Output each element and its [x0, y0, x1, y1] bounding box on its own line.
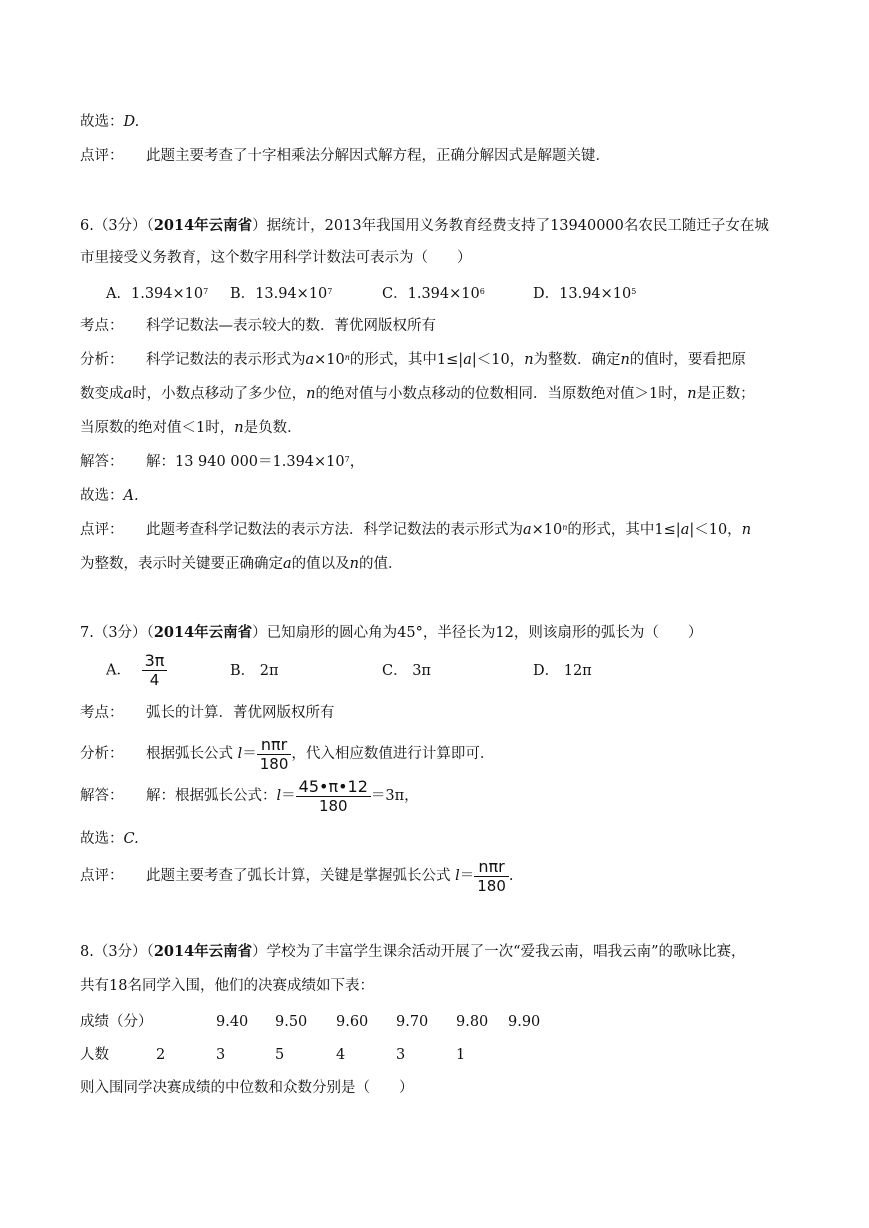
var-n: n — [687, 386, 697, 402]
q6-option-b — [230, 284, 332, 304]
option-exponent: 6 — [479, 287, 485, 296]
jieda-exponent: 7 — [344, 455, 350, 464]
review-label: 点评： — [80, 522, 124, 538]
answer-label: 故选： — [80, 488, 124, 504]
times-ten: ×10 — [531, 522, 563, 538]
q6-review-line1 — [80, 520, 751, 540]
exponent-n: n — [344, 353, 350, 362]
q6-option-a — [106, 284, 208, 304]
fenxi-label: 分析： — [80, 352, 124, 368]
score-cell: 9.50 — [275, 1014, 308, 1030]
review-text: 的值以及 — [291, 556, 350, 572]
review-text: 此题考查科学记数法的表示方法．科学记数法的表示形式为 — [146, 522, 523, 538]
option-letter: B． — [230, 286, 256, 302]
count-cell: 2 — [156, 1047, 166, 1063]
review-text: 的形式，其中1≤| — [567, 522, 681, 538]
var-n: n — [234, 420, 244, 436]
table-row-label: 人数 — [80, 1047, 109, 1063]
option-value: B． 2π — [230, 663, 279, 679]
fenxi-text: 当原数的绝对值＜1时， — [80, 420, 235, 436]
arc-length-formula — [257, 736, 292, 773]
var-a: a — [123, 386, 133, 402]
fenxi-text: 根据弧长公式 — [146, 746, 233, 762]
jieda-text: 解：13 940 000＝1.394×10 — [146, 454, 345, 470]
q6-option-c — [382, 284, 485, 304]
option-letter: A． — [106, 662, 131, 679]
jieda-label: 解答： — [80, 788, 124, 804]
times-ten: ×10 — [314, 352, 345, 368]
count-cell: 3 — [396, 1047, 406, 1063]
fraction-denominator: 180 — [477, 876, 506, 895]
q5-answer-line — [80, 112, 139, 132]
q7-option-c — [382, 661, 431, 681]
fenxi-text: 是负数． — [243, 420, 302, 436]
var-n: n — [349, 556, 359, 572]
fenxi-label: 分析： — [80, 746, 124, 762]
q7-fenxi-line: 分析： 根据弧长公式 l＝ $\frac{\text{nπr}}{180}$ ，代入相应数值进行计算即可． — [80, 734, 495, 773]
fenxi-text: 的形式，其中1≤| — [349, 352, 464, 368]
question-source: 2014年云南省 — [153, 624, 253, 641]
option-a-fraction — [142, 652, 168, 689]
q7-stem-line — [80, 623, 702, 643]
answer-value: C. — [123, 831, 139, 847]
q8-stem-line1 — [80, 942, 746, 962]
kaodian-text: 科学记数法—表示较大的数．菁优网版权所有 — [146, 318, 436, 334]
fraction-numerator: nπr — [474, 858, 509, 877]
q6-option-d — [533, 284, 636, 304]
var-a: a — [523, 522, 532, 538]
kaodian-label: 考点： — [80, 318, 124, 334]
fraction-denominator: 180 — [318, 796, 348, 815]
option-value: C． 3π — [382, 663, 431, 679]
question-number: 6.（3分）（ — [80, 218, 154, 234]
q6-answer-line — [80, 486, 139, 506]
var-l: l — [237, 746, 243, 762]
q7-answer-line — [80, 829, 139, 849]
question-text: 共有18名同学入围，他们的决赛成绩如下表： — [80, 978, 374, 994]
var-n: n — [306, 386, 316, 402]
score-cell: 9.90 — [508, 1014, 541, 1030]
fraction-numerator: nπr — [257, 736, 292, 755]
review-text: 此题主要考查了十字相乘法分解因式解方程，正确分解因式是解题关键． — [146, 148, 610, 164]
q6-fenxi-line1 — [80, 350, 746, 370]
jieda-text: ＝3π， — [370, 788, 419, 804]
question-text: ）学校为了丰富学生课余活动开展了一次“爱我云南，唱我云南”的歌咏比赛， — [252, 944, 746, 960]
option-exponent: 7 — [203, 287, 209, 296]
option-value: 13.94×10 — [559, 286, 632, 302]
option-letter: C． — [382, 286, 408, 302]
question-text: 市里接受义务教育，这个数字用科学计数法可表示为（ ） — [80, 250, 472, 266]
arc-length-formula — [474, 858, 509, 895]
q6-review-line2 — [80, 554, 403, 574]
q8-question-line — [80, 1078, 414, 1098]
var-a: a — [463, 352, 472, 368]
count-cell: 5 — [275, 1047, 285, 1063]
fenxi-text: 数变成 — [80, 386, 124, 402]
review-text: . — [508, 868, 514, 884]
q6-fenxi-line2 — [80, 384, 755, 404]
var-a: a — [283, 556, 292, 572]
score-cell: 9.40 — [216, 1014, 249, 1030]
fraction-numerator: 45•π•12 — [296, 778, 371, 797]
q7-jieda-line: 解答： 解：根据弧长公式：l＝ $\frac{45•\pi•12}{180}$ ＝3π， — [80, 776, 419, 815]
var-a: a — [680, 522, 690, 538]
question-source: 2014年云南省 — [153, 943, 253, 960]
q7-option-b — [230, 661, 279, 681]
count-cell: 1 — [456, 1047, 466, 1063]
option-letter: A． — [106, 286, 131, 302]
fenxi-text: 时，小数点移动了多少位， — [132, 386, 307, 402]
score-cell: 9.80 — [456, 1014, 489, 1030]
option-value: 13.94×10 — [255, 286, 328, 302]
option-exponent: 5 — [631, 287, 637, 296]
fenxi-text: ，代入相应数值进行计算即可． — [291, 746, 495, 762]
fraction-denominator: 4 — [149, 671, 160, 689]
q7-option-a — [106, 652, 167, 689]
exponent-n: n — [562, 523, 568, 532]
var-l: l — [455, 868, 460, 884]
review-label: 点评： — [80, 148, 124, 164]
option-value: D． 12π — [533, 663, 592, 679]
answer-value: D. — [123, 114, 140, 130]
var-l: l — [276, 788, 282, 804]
fenxi-text: 科学记数法的表示形式为 — [146, 352, 306, 368]
q6-jieda-line — [80, 452, 364, 472]
question-text: 则入围同学决赛成绩的中位数和众数分别是（ ） — [80, 1080, 414, 1096]
score-cell: 9.70 — [396, 1014, 429, 1030]
option-exponent: 7 — [327, 287, 333, 296]
option-value: 1.394×10 — [407, 286, 480, 302]
calculation-fraction — [296, 778, 371, 815]
var-n: n — [524, 352, 534, 368]
jieda-text: ， — [349, 454, 365, 470]
score-cell: 9.60 — [336, 1014, 369, 1030]
fenxi-text: 为整数．确定 — [533, 352, 621, 368]
option-value: 1.394×10 — [130, 286, 204, 302]
kaodian-label: 考点： — [80, 705, 124, 721]
q5-review-line — [80, 146, 610, 166]
q7-review-line: 点评： 此题主要考查了弧长计算，关键是掌握弧长公式 l＝ $\frac{\text{nπr}}{180}$ . — [80, 856, 514, 895]
question-source: 2014年云南省 — [153, 217, 253, 234]
count-cell: 3 — [216, 1047, 226, 1063]
jieda-label: 解答： — [80, 454, 124, 470]
answer-label: 故选： — [80, 831, 124, 847]
q6-fenxi-line3 — [80, 418, 302, 438]
count-cell: 4 — [336, 1047, 346, 1063]
question-text: ）已知扇形的圆心角为45°，半径长为12，则该扇形的弧长为（ ） — [252, 625, 703, 641]
review-text: |＜10， — [689, 522, 742, 538]
fenxi-text: 是正数； — [696, 386, 755, 402]
q6-kaodian-line — [80, 316, 436, 336]
q6-stem-line2 — [80, 248, 472, 268]
review-text: 此题主要考查了弧长计算，关键是掌握弧长公式 — [146, 868, 451, 884]
q6-stem-line1 — [80, 216, 769, 236]
option-letter: D． — [533, 286, 560, 302]
jieda-text: 解：根据弧长公式： — [146, 788, 277, 804]
review-label: 点评： — [80, 868, 124, 884]
var-n: n — [741, 522, 752, 538]
fenxi-text: 的值时，要看把原 — [629, 352, 746, 368]
q7-kaodian-line — [80, 703, 335, 723]
q8-stem-line2 — [80, 976, 374, 996]
table-row-label: 成绩（分） — [80, 1014, 153, 1030]
var-a: a — [305, 352, 315, 368]
question-number: 8.（3分）（ — [80, 944, 154, 960]
question-text: ）据统计，2013年我国用义务教育经费支持了13940000名农民工随迁子女在城 — [252, 218, 769, 234]
review-text: 为整数，表示时关键要正确确定 — [80, 556, 283, 572]
answer-label: 故选： — [80, 114, 124, 130]
question-number: 7.（3分）（ — [80, 625, 154, 641]
review-text: 的值． — [359, 556, 403, 572]
answer-value: A. — [123, 488, 139, 504]
fenxi-text: 的绝对值与小数点移动的位数相同．当原数绝对值＞1时， — [315, 386, 688, 402]
kaodian-text: 弧长的计算．菁优网版权所有 — [146, 705, 335, 721]
fraction-numerator: 3π — [142, 652, 168, 671]
var-n: n — [620, 352, 630, 368]
fraction-denominator: 180 — [259, 754, 289, 773]
q7-option-d — [533, 661, 592, 681]
fenxi-text: |＜10， — [471, 352, 525, 368]
